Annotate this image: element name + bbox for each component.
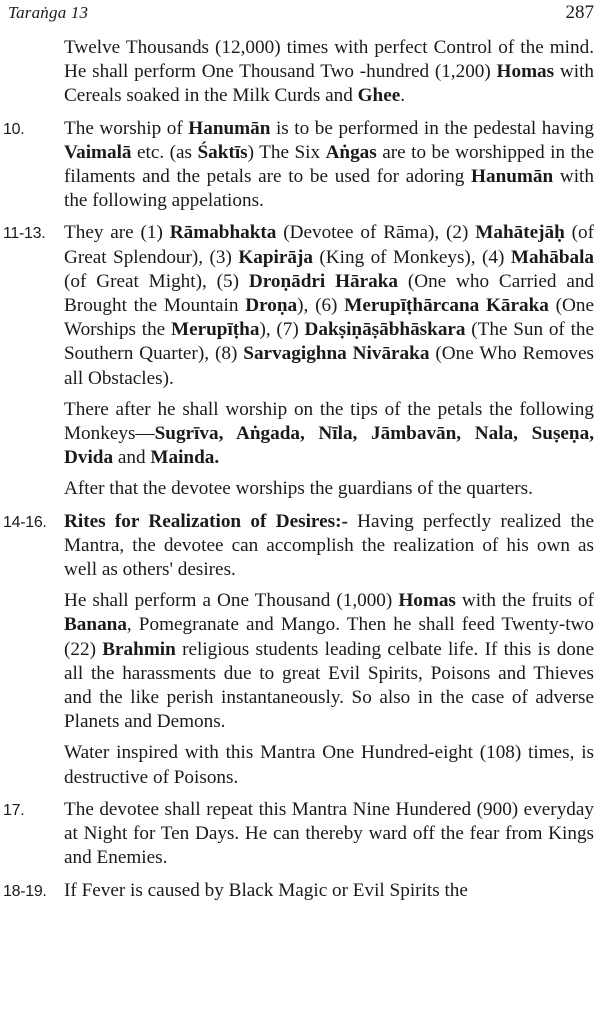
bold-term: Merupīṭha (170, 319, 260, 341)
paragraph (64, 398, 594, 471)
verse-18-19 (0, 879, 600, 903)
bold-term: Vaimalā (64, 141, 132, 163)
bold-term: Rites for Realization of Desires:- (64, 510, 348, 532)
verse-number: 17. (3, 801, 25, 819)
paragraph (64, 36, 594, 109)
bold-term: Rāmabhakta (169, 222, 277, 244)
verse-number: 18-19. (3, 882, 47, 900)
paragraph (64, 879, 594, 903)
text-run: with Cereals soaked in the Milk Curds and (64, 61, 594, 107)
text-run: Twelve Thousands (12,000) times with perfect Control of the mind. He shall perform One Thousand Two -hundred (1,200) (64, 37, 594, 83)
page-header (8, 2, 594, 30)
bold-term: Banana (64, 614, 127, 636)
text-run: After that the devotee worships the guardians of the quarters. (64, 478, 533, 500)
verse-continuation (0, 36, 600, 109)
text-run: are to be worshipped in the filaments and the petals are to be used for adoring (64, 141, 594, 188)
text-run: etc. (as (131, 141, 198, 163)
text-run: with the fruits of (455, 590, 594, 612)
text-run: Having perfectly realized the Mantra, the devotee can accomplish the realization of his own as well as others' desires. (64, 510, 594, 581)
verse-number: 14-16. (3, 513, 47, 531)
running-head: Taraṅga 13 (8, 3, 89, 22)
text-run: If Fever is caused by Black Magic or Evil Spirits the (64, 879, 468, 901)
bold-term: Sarvagighna Nivāraka (243, 343, 430, 365)
text-run: He shall perform a One Thousand (1,000) (64, 590, 399, 612)
text-run: with the following appelations. (64, 166, 594, 212)
text-run: (One Who Removes all Obstacles). (64, 343, 594, 389)
text-run: They are (1) (64, 222, 170, 244)
bold-term: Kapirāja (238, 246, 313, 268)
bold-term: Homas (398, 590, 456, 612)
verse-number: 11-13. (3, 225, 46, 243)
text-run: The devotee shall repeat this Mantra Nine Hundered (900) everyday at Night for Ten Days. He can thereby ward off the fear from Kings and Enemies. (64, 798, 594, 869)
verse-14-16 (0, 510, 600, 790)
paragraph (64, 510, 594, 583)
bold-term: Hanumān (471, 166, 554, 188)
bold-term: Dakṣiṇāṣābhāskara (304, 319, 466, 341)
text-run: (One who Carried and Brought the Mountain (64, 270, 595, 317)
text-run: and (113, 447, 151, 469)
verse-17 (0, 798, 600, 871)
paragraph (64, 221, 594, 390)
text-run: Water inspired with this Mantra One Hundred-eight (108) times, is destructive of Poisons. (64, 742, 594, 788)
bold-term: Mahābala (510, 246, 595, 268)
paragraph (64, 741, 594, 789)
text-run: is to be performed in the pedestal having (270, 117, 594, 139)
text-run: There after he shall worship on the tips of the petals the following Monkeys— (64, 398, 594, 445)
text-run: religious students leading celbate life. If this is done all the harassments due to great Evil Spirits, Poisons and Thieves and the like perish instantaneously. So also in the case of adverse Planets and Demons. (64, 638, 594, 733)
text-run: (The Sun of the Southern Quarter), (8) (64, 319, 595, 365)
verse-number: 10. (3, 120, 25, 138)
text-run: (of Great Might), (5) (64, 270, 249, 292)
bold-term: Sugrīva, Aṅgada, Nīla, Jāmbavān, Nala, Suṣeṇa, Dvida (64, 423, 594, 469)
bold-term: Homas (496, 61, 555, 83)
text-run: (One Worships the (64, 295, 594, 341)
paragraph (64, 589, 594, 734)
bold-term: Mainda. (150, 447, 220, 469)
verse-10 (0, 117, 600, 214)
text-run: (Devotee of Rāma), (2) (276, 222, 476, 244)
text-run: ), (6) (297, 295, 345, 317)
text-run: The worship of (64, 117, 189, 139)
bold-term: Droṇādri Hāraka (248, 270, 398, 292)
page-body (0, 36, 600, 903)
text-run: (of Great Splendour), (3) (64, 222, 594, 268)
text-run: , Pomegranate and Mango. Then he shall feed Twenty-two (22) (64, 614, 594, 660)
bold-term: Droṇa (245, 295, 298, 317)
bold-term: Hanumān (188, 117, 271, 139)
text-run: . (400, 85, 406, 107)
paragraph (64, 477, 594, 501)
bold-term: Merupīṭhārcana Kāraka (344, 295, 549, 317)
bold-term: Mahātejāḥ (475, 222, 565, 244)
bold-term: Brahmin (102, 638, 176, 660)
text-run: (King of Monkeys), (4) (312, 246, 511, 268)
bold-term: Ghee (357, 85, 401, 107)
verse-11-13 (0, 221, 600, 501)
paragraph (64, 798, 594, 871)
text-run: ) The Six (247, 141, 326, 163)
bold-term: Śaktīs (197, 141, 248, 163)
bold-term: Aṅgas (325, 141, 377, 163)
page-number: 287 (565, 2, 594, 23)
paragraph (64, 117, 594, 214)
text-run: ), (7) (259, 319, 305, 341)
